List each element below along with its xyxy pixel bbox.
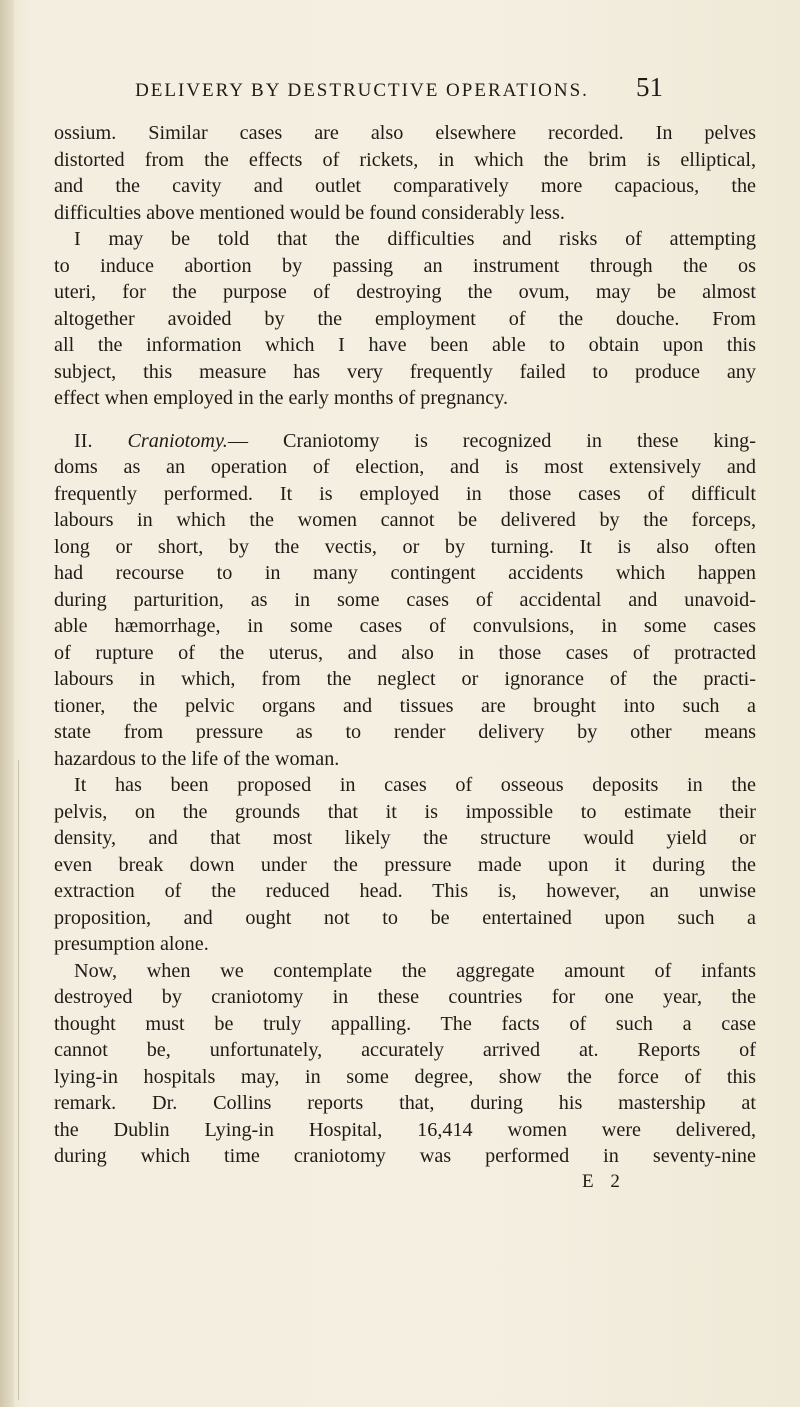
text-line: during parturition, as in some cases of accidental and unavoid- (54, 588, 756, 611)
text-line: effect when employed in the early months of pregnancy. (54, 387, 509, 409)
page-gutter (0, 0, 14, 1407)
text-line: to induce abortion by passing an instrument through the os (54, 254, 756, 277)
text-line: destroyed by craniotomy in these countries for one year, the (54, 986, 756, 1008)
signature-mark: E 2 (582, 1171, 626, 1192)
text-line: hazardous to the life of the woman. (54, 747, 340, 770)
text-line: of rupture of the uterus, and also in those cases of protracted (54, 641, 756, 664)
text-line: extraction of the reduced head. This is, however, an unwise (54, 880, 756, 902)
text-line: pelvis, on the grounds that it is impossible to estimate their (54, 800, 756, 823)
text-line: Now, when we contemplate the aggregate amount of infants (74, 959, 756, 982)
text-line: tioner, the pelvic organs and tissues are brought into such a (54, 694, 756, 717)
page-number: 51 (636, 72, 663, 102)
text-line: presumption alone. (54, 933, 209, 955)
text-line: proposition, and ought not to be entertained upon such a (54, 906, 756, 929)
text-line: labours in which, from the neglect or ignorance of the practi- (54, 668, 756, 690)
text-line: doms as an operation of election, and is most extensively and (54, 456, 756, 478)
text-line: difficulties above mentioned would be found considerably less. (54, 201, 565, 224)
text-line: long or short, by the vectis, or by turning. It is also often (54, 535, 756, 558)
text-line: during which time craniotomy was performed in seventy-nine (54, 1145, 756, 1167)
text-line: all the information which I have been able to obtain upon this (54, 334, 756, 356)
text-line: altogether avoided by the employment of the douche. From (54, 307, 756, 330)
text-line: labours in which the women cannot be delivered by the forceps, (54, 509, 756, 531)
text-line: density, and that most likely the structure would yield or (54, 827, 756, 849)
gutter-edge-line (18, 760, 19, 1400)
body-text (54, 120, 756, 1170)
text-line: ossium. Similar cases are also elsewhere recorded. In pelves (54, 122, 756, 144)
text-line: able hæmorrhage, in some cases of convulsions, in some cases (54, 615, 756, 637)
text-line: the Dublin Lying-in Hospital, 16,414 women were delivered, (54, 1118, 756, 1141)
text-line: had recourse to in many contingent accidents which happen (54, 562, 756, 584)
running-title: DELIVERY BY DESTRUCTIVE OPERATIONS. (135, 80, 589, 101)
text-line: and the cavity and outlet comparatively more capacious, the (54, 175, 756, 197)
text-line: It has been proposed in cases of osseous deposits in the (74, 774, 756, 796)
text-line: distorted from the effects of rickets, in which the brim is elliptical, (54, 148, 756, 171)
text-line: frequently performed. It is employed in those cases of difficult (54, 482, 756, 505)
text-line: lying-in hospitals may, in some degree, show the force of this (54, 1065, 756, 1088)
text-line: state from pressure as to render delivery by other means (54, 721, 756, 743)
text-line: cannot be, unfortunately, accurately arrived at. Reports of (54, 1039, 756, 1061)
text-line: even break down under the pressure made upon it during the (54, 853, 756, 876)
text-line: thought must be truly appalling. The facts of such a case (54, 1012, 756, 1035)
text-line: remark. Dr. Collins reports that, during his mastership at (54, 1092, 756, 1114)
section-title: Craniotomy. (127, 429, 228, 452)
section-number: II. (74, 429, 93, 452)
section-first-line: — Craniotomy is recognized in these king- (227, 429, 756, 452)
text-line: subject, this measure has very frequently failed to produce any (54, 360, 756, 383)
text-line: uteri, for the purpose of destroying the ovum, may be almost (54, 281, 756, 303)
text-line: I may be told that the difficulties and risks of attempting (74, 228, 756, 250)
section-heading-line (54, 428, 756, 455)
